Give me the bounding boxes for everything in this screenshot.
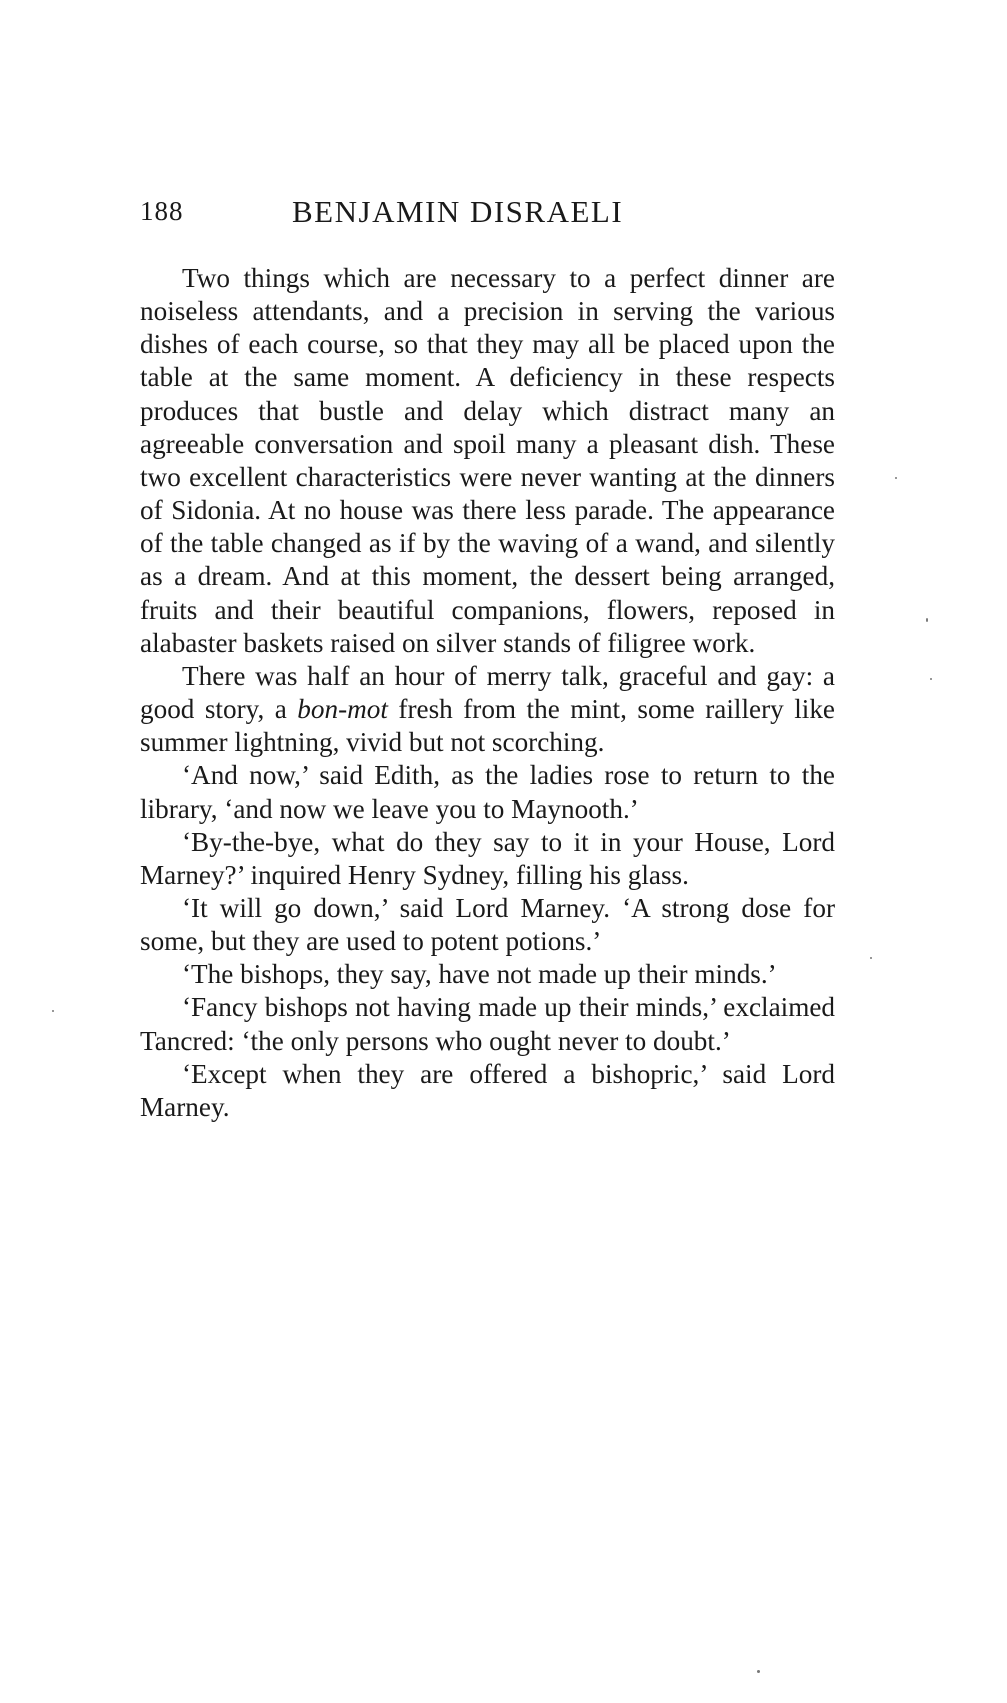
paragraph-text: Two things which are necessary to a perfect dinner are noiseless attendants, and a precision in serving the various dishes of each course, so that they may all be placed upon the table at the same moment. A deficiency in these respects produces that bustle and delay which distract many an agreeable conversation and spoil many a pleasant dish. These two excellent characteristics were never wanting at the dinners of Sidonia. At no house was there less parade. The appearance of the table changed as if by the waving of a wand, and silently as a dream. And at this moment, the dessert being arranged, fruits and their beautiful companions, flowers, reposed in alabaster baskets raised on silver stands of filigree work.: [140, 263, 835, 658]
paragraph: [140, 826, 835, 892]
scan-speck: [757, 1670, 760, 1673]
paragraph-text: fresh from the mint, some raillery like summer lightning, vivid but not scorching.: [140, 694, 835, 758]
running-head: [140, 196, 830, 236]
scan-speck: [930, 678, 932, 680]
running-title: BENJAMIN DISRAELI: [292, 194, 624, 229]
paragraph: [140, 991, 835, 1057]
paragraph-text: ‘The bishops, they say, have not made up their minds.’: [182, 959, 777, 990]
scan-speck: [895, 477, 897, 479]
paragraph: [140, 1058, 835, 1124]
italic-phrase: bon-mot: [297, 694, 388, 725]
paragraph: [140, 759, 835, 825]
paragraph: [140, 892, 835, 958]
paragraph: [140, 660, 835, 759]
page-number: 188: [140, 196, 184, 226]
paragraph-text: ‘Except when they are offered a bishopric,’ said Lord Marney.: [140, 1058, 835, 1122]
body-text: [140, 262, 835, 1124]
paragraph-text: ‘And now,’ said Edith, as the ladies rose to return to the library, ‘and now we leave you to Maynooth.’: [140, 760, 835, 824]
paragraph: [140, 262, 835, 660]
scan-speck: [870, 957, 872, 959]
scan-speck: [926, 618, 928, 622]
paragraph-text: There was half an hour of merry talk, graceful and gay: a good story, a: [140, 660, 835, 725]
scan-speck: [52, 1010, 54, 1012]
paragraph-text: ‘It will go down,’ said Lord Marney. ‘A strong dose for some, but they are used to potent potions.’: [140, 892, 835, 957]
paragraph-text: ‘Fancy bishops not having made up their minds,’ exclaimed Tancred: ‘the only persons who ought never to doubt.’: [140, 992, 835, 1056]
paragraph: [140, 958, 835, 991]
paragraph-text: ‘By-the-bye, what do they say to it in your House, Lord Marney?’ inquired Henry Sydney, filling his glass.: [140, 826, 835, 890]
